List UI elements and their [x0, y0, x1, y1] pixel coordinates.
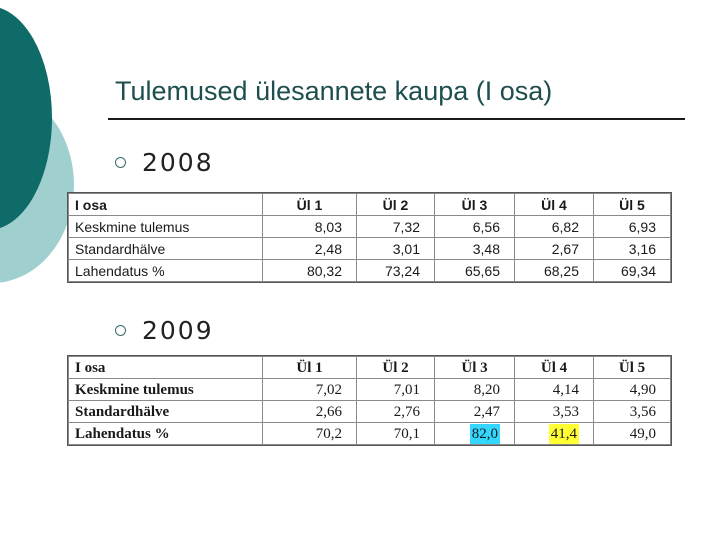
table-row [69, 401, 671, 423]
header-cell: Ül 2 [357, 194, 435, 216]
cyan-highlight: 82,0 [471, 425, 498, 442]
table-cell-highlighted-yellow [515, 423, 594, 445]
table-cell-highlighted-cyan [435, 423, 515, 445]
table-row [69, 238, 671, 260]
table-cell: 65,65 [435, 260, 515, 282]
table-cell: 3,01 [357, 238, 435, 260]
table-cell: 7,01 [357, 379, 435, 401]
table-cell: 2,47 [435, 401, 515, 423]
header-cell: Ül 4 [515, 357, 594, 379]
dark-teal-circle [0, 6, 52, 230]
table-cell: 2,66 [263, 401, 357, 423]
table-cell: 3,16 [594, 238, 671, 260]
table-cell: 7,02 [263, 379, 357, 401]
table-cell: 4,14 [515, 379, 594, 401]
table-cell: 49,0 [594, 423, 671, 445]
table-cell: 2,48 [263, 238, 357, 260]
table-cell: 7,32 [357, 216, 435, 238]
table-row [69, 423, 671, 445]
table-cell: 3,48 [435, 238, 515, 260]
table-cell: 2,67 [515, 238, 594, 260]
bullet-label-2009: 2009 [142, 316, 214, 345]
slide-title: Tulemused ülesannete kaupa (I osa) [115, 76, 553, 106]
results-table-2008 [68, 193, 671, 282]
row-label: Standardhälve [69, 401, 263, 423]
light-teal-circle [0, 87, 74, 283]
table-cell: 68,25 [515, 260, 594, 282]
table-row [69, 216, 671, 238]
header-cell: Ül 1 [263, 357, 357, 379]
header-cell: Ül 2 [357, 357, 435, 379]
table-cell: 8,20 [435, 379, 515, 401]
table-cell: 2,76 [357, 401, 435, 423]
table-cell: 70,1 [357, 423, 435, 445]
title-divider [108, 118, 685, 120]
hollow-circle-bullet-icon [115, 157, 126, 168]
row-label: Keskmine tulemus [69, 379, 263, 401]
row-label: Standardhälve [69, 238, 263, 260]
row-label: Lahendatus % [69, 260, 263, 282]
header-cell: Ül 4 [515, 194, 594, 216]
table-row [69, 379, 671, 401]
hollow-circle-bullet-icon [115, 325, 126, 336]
header-cell: I osa [69, 357, 263, 379]
table-header-row [69, 357, 671, 379]
bullet-label-2008: 2008 [142, 148, 214, 177]
table-cell: 80,32 [263, 260, 357, 282]
table-cell: 6,82 [515, 216, 594, 238]
bullet-2008 [115, 148, 214, 177]
header-cell: Ül 3 [435, 357, 515, 379]
table-cell: 3,56 [594, 401, 671, 423]
table-row [69, 260, 671, 282]
table-cell: 4,90 [594, 379, 671, 401]
header-cell: Ül 3 [435, 194, 515, 216]
header-cell: Ül 5 [594, 194, 671, 216]
table-cell: 3,53 [515, 401, 594, 423]
table-cell: 73,24 [357, 260, 435, 282]
row-label: Keskmine tulemus [69, 216, 263, 238]
header-cell: Ül 5 [594, 357, 671, 379]
bullet-2009 [115, 316, 214, 345]
table-cell: 69,34 [594, 260, 671, 282]
header-cell: I osa [69, 194, 263, 216]
results-table-2009 [68, 356, 671, 445]
header-cell: Ül 1 [263, 194, 357, 216]
table-cell: 6,56 [435, 216, 515, 238]
table-cell: 6,93 [594, 216, 671, 238]
table-cell: 70,2 [263, 423, 357, 445]
row-label: Lahendatus % [69, 423, 263, 445]
yellow-highlight: 41,4 [550, 425, 577, 442]
table-cell: 8,03 [263, 216, 357, 238]
table-header-row [69, 194, 671, 216]
